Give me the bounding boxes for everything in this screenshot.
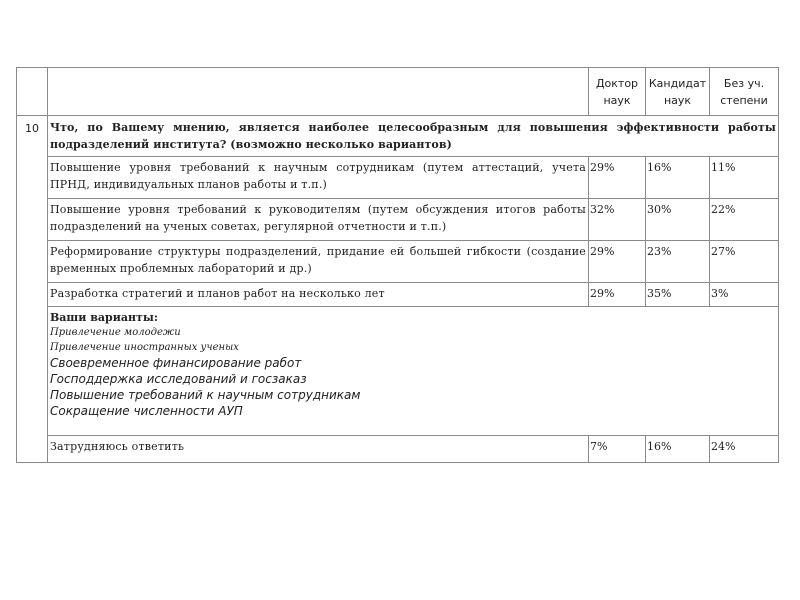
header-row xyxy=(17,68,779,116)
survey-table xyxy=(16,67,779,463)
question-number: 10 xyxy=(17,116,48,463)
value-no-degree: 27% xyxy=(710,241,779,283)
header-candidate: Кандидат наук xyxy=(646,68,710,116)
value-no-degree: 11% xyxy=(710,157,779,199)
table-row xyxy=(17,199,779,241)
table-row xyxy=(17,283,779,307)
variant-item: Привлечение иностранных ученых xyxy=(50,342,239,353)
variant-item: Господдержка исследований и госзаказ xyxy=(50,372,307,386)
value-no-degree: 22% xyxy=(710,199,779,241)
option-text: Реформирование структуры подразделений, придание ей большей гибкости (создание временных проблемных лабораторий и др.) xyxy=(48,241,589,283)
variant-item: Повышение требований к научным сотрудникам xyxy=(50,388,361,402)
value-no-degree: 3% xyxy=(710,283,779,307)
header-doctor: Доктор наук xyxy=(589,68,646,116)
value-candidate: 16% xyxy=(646,157,710,199)
value-doctor: 7% xyxy=(589,436,646,463)
value-candidate: 30% xyxy=(646,199,710,241)
value-candidate: 35% xyxy=(646,283,710,307)
option-text: Повышение уровня требований к руководителям (путем обсуждения итогов работы подразделений на ученых советах, регулярной отчетности и т.п.) xyxy=(48,199,589,241)
header-empty-num xyxy=(17,68,48,116)
value-doctor: 29% xyxy=(589,241,646,283)
value-no-degree: 24% xyxy=(710,436,779,463)
variants-heading: Ваши варианты: xyxy=(50,311,158,324)
value-doctor: 29% xyxy=(589,283,646,307)
variant-item: Привлечение молодежи xyxy=(50,327,181,338)
variants-cell xyxy=(48,307,779,436)
option-text: Разработка стратегий и планов работ на несколько лет xyxy=(48,283,589,307)
table-row xyxy=(17,436,779,463)
option-text: Повышение уровня требований к научным сотрудникам (путем аттестаций, учета ПРНД, индивидуальных планов работы и т.п.) xyxy=(48,157,589,199)
variants-row xyxy=(17,307,779,436)
question-row xyxy=(17,116,779,157)
value-doctor: 29% xyxy=(589,157,646,199)
table-row xyxy=(17,241,779,283)
question-text: Что, по Вашему мнению, является наиболее целесообразным для повышения эффективности работы подразделений института? (возможно несколько вариантов) xyxy=(48,116,779,157)
value-doctor: 32% xyxy=(589,199,646,241)
header-no-degree: Без уч. степени xyxy=(710,68,779,116)
option-text: Затрудняюсь ответить xyxy=(48,436,589,463)
value-candidate: 23% xyxy=(646,241,710,283)
value-candidate: 16% xyxy=(646,436,710,463)
variant-item: Сокращение численности АУП xyxy=(50,404,243,418)
table-row xyxy=(17,157,779,199)
variant-item: Своевременное финансирование работ xyxy=(50,356,302,370)
header-empty-text xyxy=(48,68,589,116)
